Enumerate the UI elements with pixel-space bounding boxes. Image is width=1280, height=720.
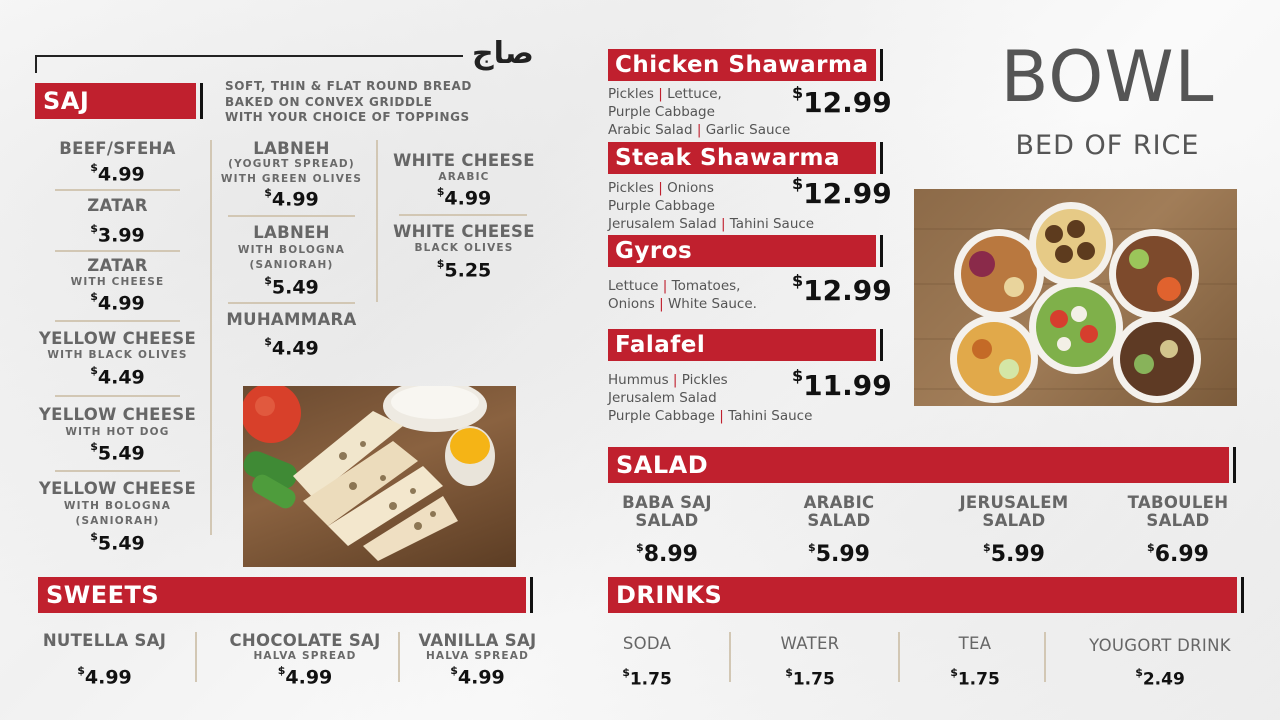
column-divider xyxy=(195,632,197,682)
bowls-image xyxy=(914,189,1237,406)
saj-item-price: $3.99 xyxy=(90,222,145,247)
saj-description xyxy=(225,79,472,126)
drinks-item-name: TEA xyxy=(958,634,992,653)
saj-item-price: $5.49 xyxy=(264,274,319,299)
drinks-item-price: $2.49 xyxy=(1135,666,1185,690)
saj-item-price: $4.99 xyxy=(90,161,145,186)
saj-top-rule xyxy=(35,55,463,57)
salad-item-name: ARABIC xyxy=(803,493,875,512)
saj-top-rule-left xyxy=(35,55,37,73)
salad-item-name: BABA SAJ xyxy=(622,493,712,512)
salad-item-name: SALAD xyxy=(635,511,699,530)
sweets-banner xyxy=(38,577,526,613)
sweets-title: SWEETS xyxy=(46,581,160,609)
salad-item-price: $8.99 xyxy=(636,540,698,567)
saj-item-name: YELLOW CHEESE xyxy=(38,405,197,424)
sweets-item-name: NUTELLA SAJ xyxy=(42,631,167,650)
saj-item-price: $5.25 xyxy=(436,257,492,282)
saj-description-line: BAKED ON CONVEX GRIDDLE xyxy=(225,94,433,109)
chicken-shawarma-banner xyxy=(608,49,876,81)
divider xyxy=(55,470,180,472)
salad-item-price: $5.99 xyxy=(808,540,870,567)
saj-item-name: WHITE CHEESE xyxy=(393,151,535,170)
sweets-item-price: $4.99 xyxy=(450,664,505,689)
salad-item-name: JERUSALEM xyxy=(959,493,1069,512)
saj-item-sub: WITH HOT DOG xyxy=(65,426,170,438)
saj-item-sub: BLACK OLIVES xyxy=(414,242,514,254)
drinks-item-name: WATER xyxy=(780,634,840,653)
saj-item-name: ZATAR xyxy=(87,256,148,275)
salad-item-name: SALAD xyxy=(807,511,871,530)
drinks-banner-bar xyxy=(1241,577,1244,613)
salad-title: SALAD xyxy=(616,451,709,479)
salad-item-name: SALAD xyxy=(1146,511,1210,530)
drinks-item-name: YOUGORT DRINK xyxy=(1089,636,1231,655)
saj-item-price: $4.49 xyxy=(90,364,145,389)
drinks-item-price: $1.75 xyxy=(785,666,835,690)
saj-item-sub: (SANIORAH) xyxy=(75,515,160,527)
steak-shawarma-price: $12.99 xyxy=(792,173,892,210)
salad-item-name: TABOULEH xyxy=(1127,493,1229,512)
steak-shawarma-title: Steak Shawarma xyxy=(615,145,841,171)
saj-item-name: MUHAMMARA xyxy=(226,310,357,329)
saj-item-name: YELLOW CHEESE xyxy=(38,329,197,348)
sweets-banner-bar xyxy=(530,577,533,613)
sweets-item-sub: HALVA SPREAD xyxy=(253,650,357,662)
drinks-item-name: SODA xyxy=(622,634,672,653)
saj-banner xyxy=(35,83,196,119)
bowl-title: BOWL xyxy=(1000,36,1215,118)
bowls-photo xyxy=(914,189,1237,406)
saj-item-name: ZATAR xyxy=(87,196,148,215)
saj-item-sub: ARABIC xyxy=(438,171,490,183)
divider xyxy=(228,302,355,304)
falafel-description: Hummus | Pickles Jerusalem Salad Purple Cabbage | Tahini Sauce xyxy=(608,372,813,424)
saj-item-name: YELLOW CHEESE xyxy=(38,479,197,498)
column-divider xyxy=(729,632,731,682)
saj-item-sub: WITH BOLOGNA xyxy=(237,244,346,256)
saj-item-sub: WITH GREEN OLIVES xyxy=(220,173,363,185)
saj-item-name: LABNEH xyxy=(253,223,330,242)
salad-banner-bar xyxy=(1233,447,1236,483)
column-divider xyxy=(898,632,900,682)
chicken-shawarma-title: Chicken Shawarma xyxy=(615,52,869,78)
sweets-item-name: VANILLA SAJ xyxy=(418,631,537,650)
banner-bar xyxy=(880,329,883,361)
banner-bar xyxy=(880,49,883,81)
divider xyxy=(55,189,180,191)
salad-banner xyxy=(608,447,1229,483)
drinks-item-price: $1.75 xyxy=(950,666,1000,690)
saj-description-line: SOFT, THIN & FLAT ROUND BREAD xyxy=(225,79,472,93)
column-divider xyxy=(376,140,378,302)
saj-item-sub: WITH BOLOGNA xyxy=(63,500,172,512)
drinks-title: DRINKS xyxy=(616,581,723,609)
gyros-price: $12.99 xyxy=(792,270,892,307)
gyros-banner xyxy=(608,235,876,267)
divider xyxy=(55,395,180,397)
saj-item-sub: (SANIORAH) xyxy=(249,259,334,271)
column-divider xyxy=(1044,632,1046,682)
saj-title: SAJ xyxy=(43,87,90,115)
saj-item-price: $4.99 xyxy=(90,290,145,315)
divider xyxy=(55,320,180,322)
divider xyxy=(55,250,180,252)
steak-shawarma-banner xyxy=(608,142,876,174)
falafel-title: Falafel xyxy=(615,332,706,358)
saj-item-price: $4.99 xyxy=(264,186,319,211)
saj-bread-image xyxy=(243,386,516,567)
bowl-subtitle: BED OF RICE xyxy=(1015,130,1200,161)
banner-bar xyxy=(880,142,883,174)
saj-item-price: $4.99 xyxy=(436,185,492,210)
saj-item-name: LABNEH xyxy=(253,139,330,158)
sweets-item-name: CHOCOLATE SAJ xyxy=(229,631,381,650)
salad-item-name: SALAD xyxy=(982,511,1046,530)
steak-shawarma-description: Pickles | Onions Purple Cabbage Jerusalem Salad | Tahini Sauce xyxy=(608,180,815,232)
saj-item-sub: WITH BLACK OLIVES xyxy=(47,349,188,361)
saj-banner-bar xyxy=(200,83,203,119)
banner-bar xyxy=(880,235,883,267)
chicken-shawarma-description: Pickles | Lettuce, Purple Cabbage Arabic Salad | Garlic Sauce xyxy=(608,86,791,138)
drinks-banner xyxy=(608,577,1237,613)
sweets-item-price: $4.99 xyxy=(277,664,333,689)
saj-item-name: WHITE CHEESE xyxy=(393,222,535,241)
saj-item-name: BEEF/SFEHA xyxy=(59,139,176,158)
falafel-banner xyxy=(608,329,876,361)
saj-arabic-title: صاج xyxy=(472,36,534,71)
divider xyxy=(228,215,355,217)
salad-item-price: $6.99 xyxy=(1147,540,1209,567)
saj-description-line: WITH YOUR CHOICE OF TOPPINGS xyxy=(225,110,470,124)
divider xyxy=(399,214,527,216)
gyros-title: Gyros xyxy=(615,238,693,264)
chicken-shawarma-price: $12.99 xyxy=(792,82,892,119)
saj-item-sub: (YOGURT SPREAD) xyxy=(228,158,355,170)
column-divider xyxy=(210,140,212,535)
falafel-price: $11.99 xyxy=(792,365,892,402)
saj-item-sub: WITH CHEESE xyxy=(70,276,165,288)
saj-item-price: $5.49 xyxy=(90,530,145,555)
drinks-item-price: $1.75 xyxy=(622,666,672,690)
salad-item-price: $5.99 xyxy=(983,540,1045,567)
gyros-description: Lettuce | Tomatoes, Onions | White Sauce. xyxy=(608,278,757,312)
saj-bread-photo xyxy=(243,386,516,567)
saj-item-price: $4.49 xyxy=(264,335,319,360)
sweets-item-price: $4.99 xyxy=(77,664,132,689)
saj-item-price: $5.49 xyxy=(90,440,145,465)
sweets-item-sub: HALVA SPREAD xyxy=(425,650,530,662)
